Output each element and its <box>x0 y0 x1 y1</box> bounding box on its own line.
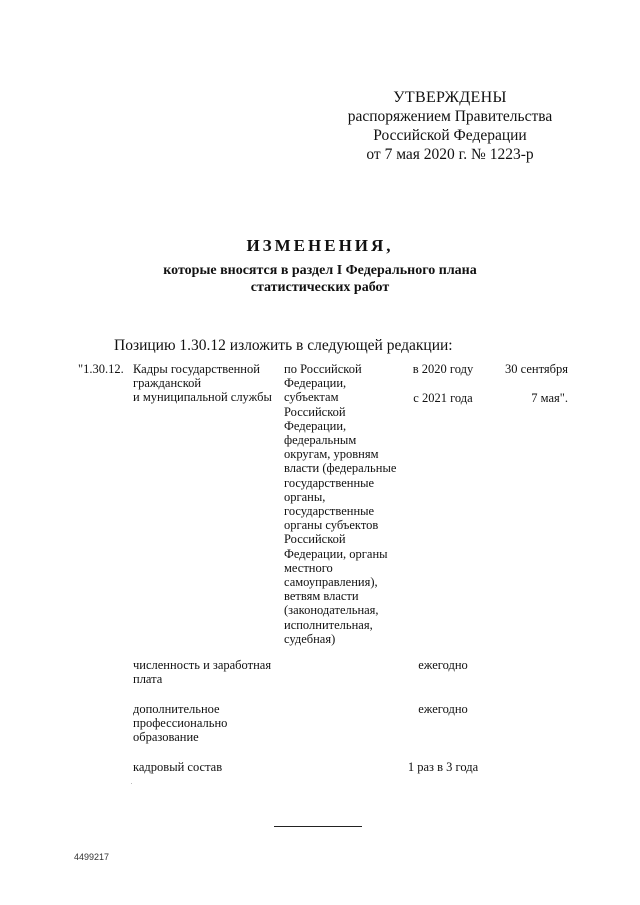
subtitle-line-1: которые вносятся в раздел I Федерального плана <box>163 263 477 278</box>
position-name: Кадры государственной гражданской и муниципальной службы <box>133 362 272 405</box>
approval-block <box>330 88 570 164</box>
approval-line-3: от 7 мая 2020 г. № 1223-р <box>366 146 534 163</box>
scan-speck <box>131 783 132 784</box>
position-levels: по Российской Федерации, субъектам Российской Федерации, федеральным округам, уровням власти (федеральные государственные органы, государственные органы субъектов Российской Федерации, органы местного самоуправления), ветвям власти (законодательная, исполнительная, судебная) <box>284 362 397 646</box>
date-2021: 7 мая". <box>531 391 568 405</box>
list-item-periodicity: ежегодно <box>418 702 468 716</box>
date-2020: 30 сентября <box>505 362 568 376</box>
approval-heading: УТВЕРЖДЕНЫ <box>393 89 507 106</box>
approval-line-1: распоряжением Правительства <box>347 108 553 125</box>
list-item-periodicity: ежегодно <box>418 658 468 672</box>
document-subtitle <box>120 262 520 296</box>
period-2021: с 2021 года <box>413 391 473 405</box>
subtitle-line-2: статистических работ <box>250 280 390 295</box>
document-title: ИЗМЕНЕНИЯ, <box>246 236 394 255</box>
list-item-name: дополнительное профессионально образование <box>133 702 228 745</box>
period-2020: в 2020 году <box>412 362 474 376</box>
position-number: "1.30.12. <box>78 362 124 376</box>
list-item-name: численность и заработная плата <box>133 658 272 687</box>
closing-rule <box>274 826 362 827</box>
list-item-periodicity: 1 раз в 3 года <box>407 760 479 774</box>
document-id: 4499217 <box>74 852 110 862</box>
approval-line-2: Российской Федерации <box>373 127 527 144</box>
list-item-name: кадровый состав <box>133 760 223 774</box>
intro-text: Позицию 1.30.12 изложить в следующей редакции: <box>114 337 453 354</box>
